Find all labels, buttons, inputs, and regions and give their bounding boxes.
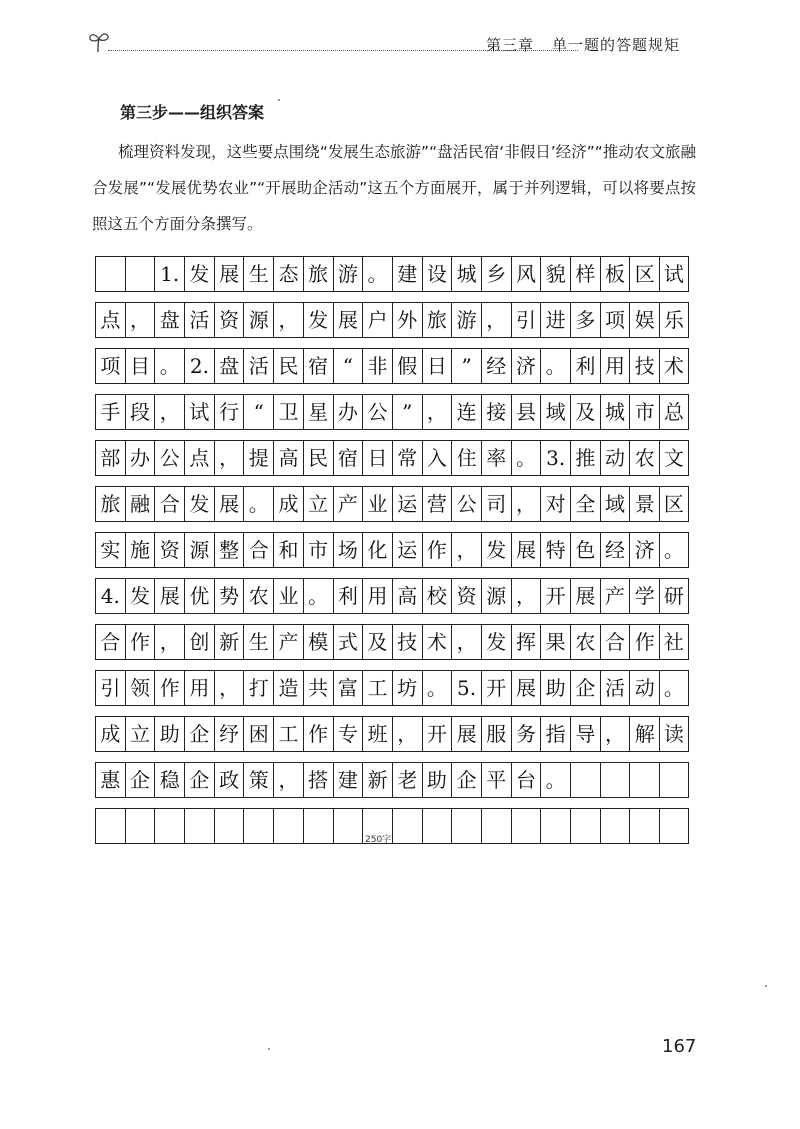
grid-cell: 政: [214, 762, 244, 798]
grid-cell: 发: [481, 624, 511, 660]
grid-cell: 整: [214, 532, 244, 568]
grid-cell: 源: [184, 532, 214, 568]
grid-cell: [125, 808, 155, 844]
grid-cell: 技: [392, 624, 422, 660]
grid-cell: [243, 808, 273, 844]
grid-cell: 发: [481, 532, 511, 568]
grid-cell: 营: [422, 486, 452, 522]
grid-cell: 助: [154, 716, 184, 752]
grid-cell: 文: [659, 440, 689, 476]
answer-grid: [95, 256, 689, 854]
grid-cell: 景: [629, 486, 659, 522]
grid-cell: 试: [184, 394, 214, 430]
grid-cell: 老: [392, 762, 422, 798]
grid-cell: 化: [362, 532, 392, 568]
grid-cell: 部: [95, 440, 125, 476]
grid-cell: [600, 762, 630, 798]
grid-cell: 展: [214, 256, 244, 292]
grid-cell: 挥: [511, 624, 541, 660]
grid-cell: [95, 808, 125, 844]
grid-cell: 用: [600, 348, 630, 384]
grid-cell: 域: [600, 486, 630, 522]
grid-cell: 展: [451, 716, 481, 752]
grid-cell: 场: [333, 532, 363, 568]
grid-cell: 项: [600, 302, 630, 338]
grid-cell: 对: [540, 486, 570, 522]
grid-cell: 提: [243, 440, 273, 476]
grid-cell: 外: [392, 302, 422, 338]
scan-speck: [278, 99, 280, 101]
grid-cell: 引: [511, 302, 541, 338]
scan-speck: [765, 985, 767, 987]
grid-cell: 接: [481, 394, 511, 430]
grid-cell: 优: [184, 578, 214, 614]
grid-cell: 活: [600, 670, 630, 706]
grid-cell: 造: [273, 670, 303, 706]
grid-cell: 富: [333, 670, 363, 706]
grid-cell: 4.: [95, 578, 125, 614]
grid-cell: 点: [184, 440, 214, 476]
grid-cell: 连: [451, 394, 481, 430]
grid-cell: [422, 808, 452, 844]
grid-cell: 企: [184, 716, 214, 752]
grid-cell: 。: [422, 670, 452, 706]
grid-cell: 市: [303, 532, 333, 568]
grid-cell: ，: [125, 302, 155, 338]
grid-cell: 势: [214, 578, 244, 614]
grid-cell: [600, 808, 630, 844]
grid-cell: 日: [422, 348, 452, 384]
grid-cell: 农: [629, 440, 659, 476]
grid-row: [95, 486, 689, 522]
grid-cell: 坊: [392, 670, 422, 706]
grid-cell: 展: [214, 486, 244, 522]
grid-cell: 率: [481, 440, 511, 476]
grid-cell: 2.: [184, 348, 214, 384]
grid-cell: 创: [184, 624, 214, 660]
grid-cell: ”: [451, 348, 481, 384]
grid-cell: 产: [333, 486, 363, 522]
grid-cell: 1.: [154, 256, 184, 292]
grid-cell: 公: [154, 440, 184, 476]
grid-cell: 立: [303, 486, 333, 522]
grid-cell: 经: [481, 348, 511, 384]
scan-speck: [268, 1048, 270, 1050]
grid-cell: ，: [451, 624, 481, 660]
grid-cell: 全: [570, 486, 600, 522]
grid-cell: 展: [511, 670, 541, 706]
grid-cell: 乡: [481, 256, 511, 292]
grid-cell: [659, 762, 689, 798]
grid-row: [95, 394, 689, 430]
grid-row: [95, 670, 689, 706]
grid-cell: 样: [570, 256, 600, 292]
grid-cell: 生: [243, 624, 273, 660]
grid-cell: [570, 808, 600, 844]
grid-cell: [629, 808, 659, 844]
grid-cell: 融: [125, 486, 155, 522]
grid-cell: 。: [154, 348, 184, 384]
grid-cell: 盘: [214, 348, 244, 384]
grid-row: [95, 256, 689, 292]
grid-row: [95, 578, 689, 614]
grid-cell: 学: [629, 578, 659, 614]
grid-cell: 建: [392, 256, 422, 292]
grid-cell: 合: [243, 532, 273, 568]
grid-cell: 专: [333, 716, 363, 752]
grid-cell: 宿: [303, 348, 333, 384]
grid-cell: 工: [362, 670, 392, 706]
grid-cell: 。: [362, 256, 392, 292]
grid-cell: 色: [570, 532, 600, 568]
page-number: 167: [662, 1036, 697, 1057]
grid-cell: 成: [273, 486, 303, 522]
grid-cell: 进: [540, 302, 570, 338]
grid-cell: 公: [362, 394, 392, 430]
grid-cell: 发: [125, 578, 155, 614]
grid-cell: 住: [451, 440, 481, 476]
grid-cell: 企: [125, 762, 155, 798]
grid-cell: ，: [214, 440, 244, 476]
grid-cell: 盘: [154, 302, 184, 338]
grid-cell: 游: [451, 302, 481, 338]
grid-cell: 旅: [303, 256, 333, 292]
grid-cell: 平: [481, 762, 511, 798]
grid-cell: 。: [243, 486, 273, 522]
grid-cell: 宿: [333, 440, 363, 476]
grid-cell: 施: [125, 532, 155, 568]
grid-cell: ，: [392, 716, 422, 752]
grid-row: [95, 302, 689, 338]
grid-cell: 。: [540, 348, 570, 384]
grid-cell: [540, 808, 570, 844]
grid-cell: [303, 808, 333, 844]
grid-cell: 困: [243, 716, 273, 752]
grid-cell: 区: [629, 256, 659, 292]
grid-cell: 引: [95, 670, 125, 706]
grid-cell: 技: [629, 348, 659, 384]
grid-cell: 资: [154, 532, 184, 568]
grid-cell: 企: [184, 762, 214, 798]
grid-cell: ，: [600, 716, 630, 752]
grid-cell: 开: [422, 716, 452, 752]
grid-cell: 点: [95, 302, 125, 338]
grid-cell: 常: [392, 440, 422, 476]
grid-cell: 手: [95, 394, 125, 430]
grid-cell: [214, 808, 244, 844]
grid-cell: 民: [303, 440, 333, 476]
grid-cell: 展: [333, 302, 363, 338]
grid-cell: 实: [95, 532, 125, 568]
grid-cell: 卫: [273, 394, 303, 430]
grid-cell: 经: [600, 532, 630, 568]
grid-cell: 城: [600, 394, 630, 430]
grid-cell: 源: [243, 302, 273, 338]
grid-cell: ，: [214, 670, 244, 706]
grid-cell: ，: [481, 302, 511, 338]
grid-cell: 。: [303, 578, 333, 614]
grid-cell: 术: [659, 348, 689, 384]
chapter-title: 单一题的答题规矩: [552, 36, 681, 54]
grid-cell: 板: [600, 256, 630, 292]
grid-cell: 合: [154, 486, 184, 522]
grid-cell: [125, 256, 155, 292]
grid-cell: [629, 762, 659, 798]
grid-cell: 域: [540, 394, 570, 430]
page-header: [86, 28, 706, 58]
grid-cell: 3.: [540, 440, 570, 476]
grid-cell: 建: [333, 762, 363, 798]
grid-cell: [184, 808, 214, 844]
grid-cell: ，: [154, 624, 184, 660]
grid-cell: “: [333, 348, 363, 384]
grid-row: [95, 762, 689, 798]
grid-cell: 县: [511, 394, 541, 430]
grid-cell: 立: [125, 716, 155, 752]
grid-cell: 台: [511, 762, 541, 798]
grid-cell: 研: [659, 578, 689, 614]
grid-cell: 源: [481, 578, 511, 614]
grid-cell: 搭: [303, 762, 333, 798]
grid-cell: 娱: [629, 302, 659, 338]
grid-cell: 稳: [154, 762, 184, 798]
grid-cell: 校: [422, 578, 452, 614]
grid-cell: 纾: [214, 716, 244, 752]
grid-cell: 。: [511, 440, 541, 476]
grid-cell: 发: [303, 302, 333, 338]
grid-cell: 试: [659, 256, 689, 292]
grid-cell: 开: [481, 670, 511, 706]
grid-cell: 作: [154, 670, 184, 706]
grid-cell: 企: [570, 670, 600, 706]
grid-cell: 打: [243, 670, 273, 706]
grid-cell: 运: [392, 486, 422, 522]
grid-row: [95, 624, 689, 660]
grid-cell: 展: [154, 578, 184, 614]
body-paragraph: 梳理资料发现，这些要点围绕“发展生态旅游”“盘活民宿‘非假日’经济”“推动农文旅融合发展”“发展优势农业”“开展助企活动”这五个方面展开，属于并列逻辑，可以将要点按照这五个方面分条撰写。: [92, 143, 696, 233]
grid-cell: [95, 256, 125, 292]
grid-cell: 假: [392, 348, 422, 384]
grid-cell: 班: [362, 716, 392, 752]
grid-cell: 及: [570, 394, 600, 430]
grid-cell: 非: [362, 348, 392, 384]
grid-cell: 指: [540, 716, 570, 752]
grid-cell: 式: [333, 624, 363, 660]
grid-cell: [273, 808, 303, 844]
grid-cell: 用: [184, 670, 214, 706]
grid-cell: ，: [511, 486, 541, 522]
grid-cell: 设: [422, 256, 452, 292]
grid-cell: 开: [540, 578, 570, 614]
grid-cell: 果: [540, 624, 570, 660]
grid-cell: [392, 808, 422, 844]
grid-cell: 业: [273, 578, 303, 614]
grid-cell: 新: [362, 762, 392, 798]
grid-cell: 总: [659, 394, 689, 430]
grid-cell: 入: [422, 440, 452, 476]
grid-cell: 态: [273, 256, 303, 292]
grid-cell: 作: [422, 532, 452, 568]
grid-cell: 工: [273, 716, 303, 752]
grid-cell: 。: [540, 762, 570, 798]
grid-cell: 术: [422, 624, 452, 660]
grid-cell: 成: [95, 716, 125, 752]
grid-cell: 动: [600, 440, 630, 476]
grid-cell: [481, 808, 511, 844]
grid-cell: 资: [451, 578, 481, 614]
grid-cell: 风: [511, 256, 541, 292]
grid-cell: [333, 808, 363, 844]
grid-cell: 生: [243, 256, 273, 292]
grid-cell: [570, 762, 600, 798]
grid-cell: 助: [422, 762, 452, 798]
grid-cell: 合: [95, 624, 125, 660]
grid-cell: ，: [154, 394, 184, 430]
grid-cell: 。: [659, 670, 689, 706]
grid-cell: 民: [273, 348, 303, 384]
grid-cell: 展: [511, 532, 541, 568]
grid-cell: 产: [600, 578, 630, 614]
grid-cell: 户: [362, 302, 392, 338]
grid-cell: 城: [451, 256, 481, 292]
grid-cell: 作: [303, 716, 333, 752]
grid-cell: 项: [95, 348, 125, 384]
grid-cell: 旅: [95, 486, 125, 522]
grid-cell: 发: [184, 256, 214, 292]
grid-cell: 公: [451, 486, 481, 522]
grid-cell: 星: [303, 394, 333, 430]
grid-cell: 办: [125, 440, 155, 476]
grid-cell: 农: [243, 578, 273, 614]
grid-cell: 助: [540, 670, 570, 706]
word-count-label: 250字: [365, 835, 392, 845]
grid-cell: 用: [362, 578, 392, 614]
grid-row: [95, 440, 689, 476]
grid-cell: 发: [184, 486, 214, 522]
grid-cell: 惠: [95, 762, 125, 798]
grid-cell: 乐: [659, 302, 689, 338]
grid-cell: [451, 808, 481, 844]
grid-cell: 推: [570, 440, 600, 476]
grid-cell: 读: [659, 716, 689, 752]
grid-cell: 展: [570, 578, 600, 614]
grid-cell: 日: [362, 440, 392, 476]
grid-cell: 高: [392, 578, 422, 614]
grid-cell: 企: [451, 762, 481, 798]
grid-cell: 业: [362, 486, 392, 522]
grid-cell: 旅: [422, 302, 452, 338]
grid-cell: 利: [570, 348, 600, 384]
grid-row: [95, 532, 689, 568]
grid-cell: ，: [422, 394, 452, 430]
grid-cell: 解: [629, 716, 659, 752]
grid-cell: 貌: [540, 256, 570, 292]
grid-cell: 资: [214, 302, 244, 338]
grid-cell: [511, 808, 541, 844]
grid-cell: 导: [570, 716, 600, 752]
grid-cell: ，: [273, 762, 303, 798]
grid-cell: 产: [273, 624, 303, 660]
grid-cell: 共: [303, 670, 333, 706]
grid-cell: 作: [629, 624, 659, 660]
grid-cell: 活: [243, 348, 273, 384]
grid-cell: “: [243, 394, 273, 430]
grid-cell: 运: [392, 532, 422, 568]
grid-cell: 市: [629, 394, 659, 430]
grid-cell: 高: [273, 440, 303, 476]
chapter-number: 第三章: [486, 36, 535, 54]
grid-cell: ，: [273, 302, 303, 338]
grid-cell: 合: [600, 624, 630, 660]
grid-cell: 济: [511, 348, 541, 384]
grid-cell: ”: [392, 394, 422, 430]
grid-cell: ，: [511, 578, 541, 614]
grid-cell: 5.: [451, 670, 481, 706]
grid-cell: 模: [303, 624, 333, 660]
grid-cell: ，: [451, 532, 481, 568]
grid-row: [95, 808, 689, 844]
grid-cell: 利: [333, 578, 363, 614]
chapter-heading: [486, 34, 680, 55]
grid-cell: 游: [333, 256, 363, 292]
grid-cell: [659, 808, 689, 844]
grid-cell: 领: [125, 670, 155, 706]
grid-cell: 作: [125, 624, 155, 660]
grid-cell: 司: [481, 486, 511, 522]
grid-cell: 区: [659, 486, 689, 522]
grid-row: [95, 716, 689, 752]
grid-cell: 目: [125, 348, 155, 384]
grid-cell: 农: [570, 624, 600, 660]
grid-cell: 务: [511, 716, 541, 752]
grid-cell: 多: [570, 302, 600, 338]
grid-cell: 策: [243, 762, 273, 798]
grid-row: [95, 348, 689, 384]
grid-cell: 特: [540, 532, 570, 568]
grid-cell: 办: [333, 394, 363, 430]
grid-cell: 服: [481, 716, 511, 752]
step-title: 第三步——组织答案: [120, 103, 265, 122]
grid-cell: 段: [125, 394, 155, 430]
grid-cell: 和: [273, 532, 303, 568]
grid-cell: 及: [362, 624, 392, 660]
grid-cell: 新: [214, 624, 244, 660]
grid-cell: 。: [659, 532, 689, 568]
grid-cell: 动: [629, 670, 659, 706]
grid-cell: 社: [659, 624, 689, 660]
grid-cell: 济: [629, 532, 659, 568]
grid-cell: [154, 808, 184, 844]
grid-cell: 活: [184, 302, 214, 338]
grid-cell: 行: [214, 394, 244, 430]
